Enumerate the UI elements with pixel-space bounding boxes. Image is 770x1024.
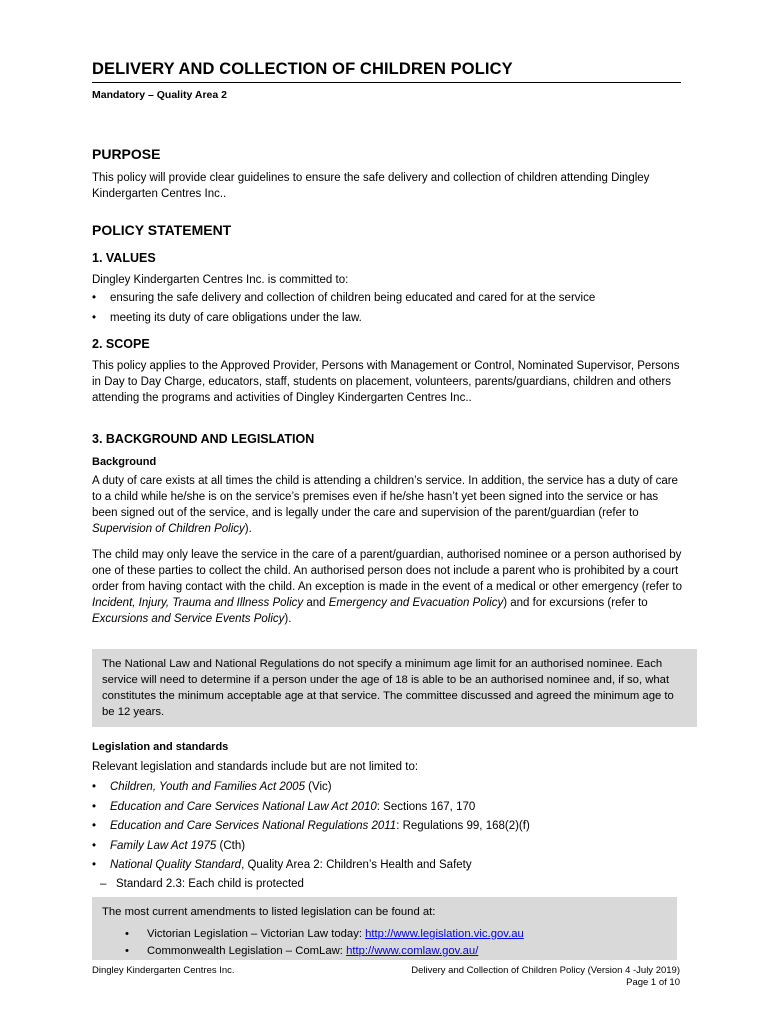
list-item: • ensuring the safe delivery and collection of children being educated and cared for at the service (92, 289, 682, 309)
amendments-intro: The most current amendments to listed legislation can be found at: (102, 906, 436, 918)
sub-list-item: – Standard 2.3: Each child is protected (100, 878, 304, 890)
background-subheading: Background (92, 456, 157, 468)
bullet-icon: • (92, 820, 97, 832)
bullet-icon: • (125, 945, 129, 957)
amendments-box (92, 897, 677, 960)
values-list (92, 289, 682, 328)
purpose-text: This policy will provide clear guidelines to ensure the safe delivery and collection of children attending Dingley Kindergarten Centres Inc.. (92, 172, 650, 200)
page-title: DELIVERY AND COLLECTION OF CHILDREN POLICY (92, 60, 513, 78)
comlaw-link[interactable]: http://www.comlaw.gov.au/ (346, 945, 479, 957)
bullet-icon: • (92, 800, 97, 813)
bullet-icon: • (92, 292, 97, 304)
list-item: • Education and Care Services National Law Act 2010: Sections 167, 170 (92, 798, 682, 818)
background-paragraph-1: A duty of care exists at all times the child is attending a children’s service. In addition, the service has a duty of care to a child while he/she is on the service’s premises even if he/she hasn’t yet been signed into the service or has been signed out of the service, and is legally under the care and supervision of the parent/guardian (refer to Supervision of Children Policy). (92, 475, 678, 535)
title-divider (92, 82, 681, 83)
legislation-intro: Relevant legislation and standards include but are not limited to: (92, 761, 419, 773)
age-note-box: The National Law and National Regulations do not specify a minimum age limit for an authorised nominee. Each service will need to determine if a person under the age of 18 is able to be an authorised nominee and, if so, what constitutes the minimum acceptable age at that service. The committee discussed and agreed the minimum age to be 12 years. (92, 649, 697, 727)
scope-text: This policy applies to the Approved Provider, Persons with Management or Control, Nominated Supervisor, Persons in Day to Day Charge, educators, staff, students on placement, volunteers, parents/guardians, children and others attending the programs and activities of Dingley Kindergarten Centres Inc.. (92, 360, 680, 404)
background-heading: 3. BACKGROUND AND LEGISLATION (92, 432, 315, 446)
dash-icon: – (100, 878, 107, 890)
list-item: • Education and Care Services National Regulations 2011: Regulations 99, 168(2)(f) (92, 817, 682, 837)
footer-info (411, 965, 680, 989)
purpose-heading: PURPOSE (92, 146, 161, 162)
bullet-icon: • (92, 859, 97, 871)
bullet-icon: • (92, 781, 97, 793)
values-heading: 1. VALUES (92, 251, 156, 265)
victorian-legislation-link[interactable]: http://www.legislation.vic.gov.au (365, 928, 524, 940)
footer-organisation: Dingley Kindergarten Centres Inc. (92, 965, 235, 976)
list-item: • Victorian Legislation – Victorian Law today: http://www.legislation.vic.gov.au (102, 926, 667, 943)
amendments-links (102, 926, 667, 960)
values-intro: Dingley Kindergarten Centres Inc. is committed to: (92, 274, 349, 286)
legislation-subheading: Legislation and standards (92, 741, 229, 753)
list-item: • Children, Youth and Families Act 2005 (Vic) (92, 778, 682, 798)
footer-document-title: Delivery and Collection of Children Policy (Version 4 -July 2019) (411, 965, 680, 976)
list-item: • meeting its duty of care obligations under the law. (92, 309, 682, 329)
background-paragraph-2: The child may only leave the service in the care of a parent/guardian, authorised nominee or a person authorised by one of these parties to collect the child. An authorised person does not include a parent who is prohibited by a court order from having contact with the child. An exception is made in the event of a medical or other emergency (refer to Incident, Injury, Trauma and Illness Policy and Emergency and Evacuation Policy) and for excursions (refer to Excursions and Service Events Policy). (92, 549, 682, 625)
page-number: Page 1 of 10 (626, 977, 680, 988)
bullet-icon: • (92, 839, 97, 852)
list-item: • Commonwealth Legislation – ComLaw: http://www.comlaw.gov.au/ (102, 943, 667, 960)
policy-statement-heading: POLICY STATEMENT (92, 222, 232, 238)
bullet-icon: • (92, 311, 97, 324)
scope-heading: 2. SCOPE (92, 337, 150, 351)
page-subtitle: Mandatory – Quality Area 2 (92, 89, 227, 101)
list-item: • Family Law Act 1975 (Cth) (92, 837, 682, 857)
list-item: • National Quality Standard, Quality Area 2: Children’s Health and Safety (92, 856, 682, 876)
bullet-icon: • (125, 928, 129, 940)
legislation-list (92, 778, 682, 876)
